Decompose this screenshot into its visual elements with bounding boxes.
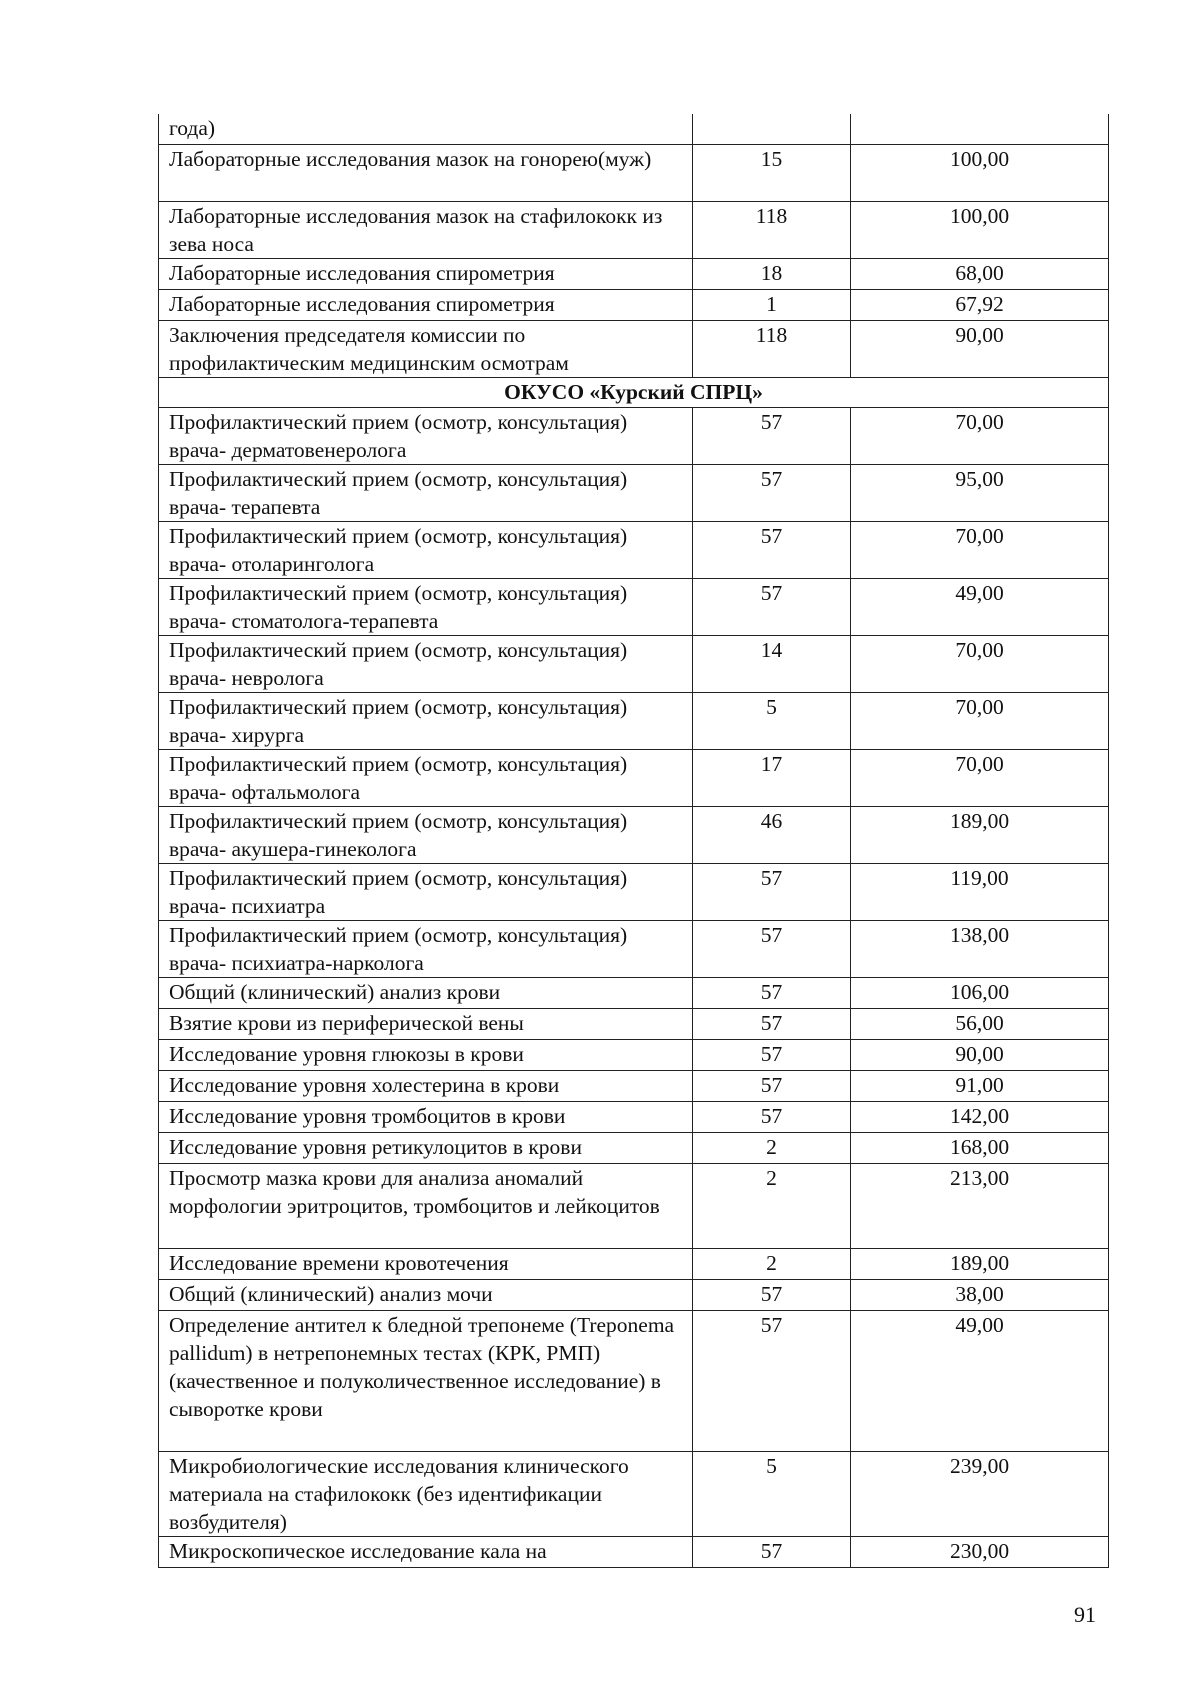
price-cell: 168,00 — [851, 1132, 1109, 1163]
quantity-cell: 14 — [693, 635, 851, 692]
service-name-cell: Лабораторные исследования мазок на стафилококк из зева носа — [159, 201, 693, 258]
price-cell: 95,00 — [851, 464, 1109, 521]
table-row — [159, 258, 1109, 289]
table-row — [159, 1451, 1109, 1536]
table-row — [159, 1132, 1109, 1163]
table-row — [159, 1536, 1109, 1567]
price-cell: 70,00 — [851, 749, 1109, 806]
service-name-cell: Профилактический прием (осмотр, консультация) врача- психиатра — [159, 863, 693, 920]
table-row — [159, 320, 1109, 377]
service-name-cell: Профилактический прием (осмотр, консультация) врача- невролога — [159, 635, 693, 692]
quantity-cell: 57 — [693, 1279, 851, 1310]
service-name-cell: Просмотр мазка крови для анализа аномалий морфологии эритроцитов, тромбоцитов и лейкоцитов — [159, 1163, 693, 1248]
quantity-cell: 57 — [693, 1536, 851, 1567]
price-cell: 70,00 — [851, 692, 1109, 749]
price-cell: 189,00 — [851, 1248, 1109, 1279]
service-name-cell: Взятие крови из периферической вены — [159, 1008, 693, 1039]
services-table-body — [159, 114, 1109, 1567]
price-cell: 49,00 — [851, 578, 1109, 635]
price-cell: 70,00 — [851, 635, 1109, 692]
service-name-cell: Исследование уровня ретикулоцитов в крови — [159, 1132, 693, 1163]
table-row — [159, 692, 1109, 749]
price-cell: 91,00 — [851, 1070, 1109, 1101]
quantity-cell: 118 — [693, 201, 851, 258]
table-row — [159, 1008, 1109, 1039]
service-name-cell: Профилактический прием (осмотр, консультация) врача- психиатра-нарколога — [159, 920, 693, 977]
table-row — [159, 201, 1109, 258]
price-cell: 189,00 — [851, 806, 1109, 863]
quantity-cell: 57 — [693, 863, 851, 920]
quantity-cell: 46 — [693, 806, 851, 863]
service-name-cell: Микроскопическое исследование кала на — [159, 1536, 693, 1567]
quantity-cell: 118 — [693, 320, 851, 377]
section-header-row — [159, 377, 1109, 407]
quantity-cell: 15 — [693, 144, 851, 201]
quantity-cell: 5 — [693, 1451, 851, 1536]
services-table — [158, 114, 1109, 1568]
table-row — [159, 407, 1109, 464]
quantity-cell: 57 — [693, 977, 851, 1008]
price-cell: 68,00 — [851, 258, 1109, 289]
price-cell: 38,00 — [851, 1279, 1109, 1310]
price-cell: 213,00 — [851, 1163, 1109, 1248]
service-name-cell: Профилактический прием (осмотр, консультация) врача- акушера-гинеколога — [159, 806, 693, 863]
price-cell: 49,00 — [851, 1310, 1109, 1451]
price-cell: 106,00 — [851, 977, 1109, 1008]
service-name-cell: Профилактический прием (осмотр, консультация) врача- отоларинголога — [159, 521, 693, 578]
quantity-cell: 18 — [693, 258, 851, 289]
price-cell: 70,00 — [851, 521, 1109, 578]
price-cell: 56,00 — [851, 1008, 1109, 1039]
table-row — [159, 521, 1109, 578]
service-name-cell: Лабораторные исследования спирометрия — [159, 289, 693, 320]
quantity-cell: 57 — [693, 521, 851, 578]
price-cell: 67,92 — [851, 289, 1109, 320]
service-name-cell: Исследование времени кровотечения — [159, 1248, 693, 1279]
service-name-cell: года) — [159, 114, 693, 144]
price-cell: 70,00 — [851, 407, 1109, 464]
table-row — [159, 1279, 1109, 1310]
service-name-cell: Профилактический прием (осмотр, консультация) врача- терапевта — [159, 464, 693, 521]
price-cell: 90,00 — [851, 1039, 1109, 1070]
price-cell: 239,00 — [851, 1451, 1109, 1536]
quantity-cell: 1 — [693, 289, 851, 320]
service-name-cell: Микробиологические исследования клинического материала на стафилококк (без идентификации возбудителя) — [159, 1451, 693, 1536]
quantity-cell: 2 — [693, 1248, 851, 1279]
quantity-cell: 2 — [693, 1163, 851, 1248]
price-cell — [851, 114, 1109, 144]
price-cell: 138,00 — [851, 920, 1109, 977]
service-name-cell: Общий (клинический) анализ крови — [159, 977, 693, 1008]
price-cell: 100,00 — [851, 144, 1109, 201]
quantity-cell: 57 — [693, 407, 851, 464]
page-number: 91 — [1074, 1602, 1096, 1627]
price-cell: 119,00 — [851, 863, 1109, 920]
quantity-cell: 57 — [693, 464, 851, 521]
service-name-cell: Заключения председателя комиссии по профилактическим медицинским осмотрам — [159, 320, 693, 377]
table-row — [159, 1070, 1109, 1101]
table-row — [159, 289, 1109, 320]
table-row — [159, 749, 1109, 806]
quantity-cell — [693, 114, 851, 144]
quantity-cell: 57 — [693, 1039, 851, 1070]
service-name-cell: Общий (клинический) анализ мочи — [159, 1279, 693, 1310]
price-cell: 230,00 — [851, 1536, 1109, 1567]
service-name-cell: Профилактический прием (осмотр, консультация) врача- дерматовенеролога — [159, 407, 693, 464]
table-row — [159, 863, 1109, 920]
table-row — [159, 464, 1109, 521]
service-name-cell: Исследование уровня холестерина в крови — [159, 1070, 693, 1101]
service-name-cell: Лабораторные исследования спирометрия — [159, 258, 693, 289]
table-row — [159, 1039, 1109, 1070]
table-row — [159, 578, 1109, 635]
quantity-cell: 57 — [693, 578, 851, 635]
service-name-cell: Исследование уровня тромбоцитов в крови — [159, 1101, 693, 1132]
table-row — [159, 1163, 1109, 1248]
price-cell: 100,00 — [851, 201, 1109, 258]
quantity-cell: 17 — [693, 749, 851, 806]
table-row — [159, 920, 1109, 977]
quantity-cell: 57 — [693, 1101, 851, 1132]
quantity-cell: 57 — [693, 1008, 851, 1039]
table-row — [159, 144, 1109, 201]
table-row — [159, 1248, 1109, 1279]
section-title: ОКУСО «Курский СПРЦ» — [159, 377, 1109, 407]
price-cell: 142,00 — [851, 1101, 1109, 1132]
quantity-cell: 57 — [693, 1070, 851, 1101]
service-name-cell: Профилактический прием (осмотр, консультация) врача- хирурга — [159, 692, 693, 749]
table-row — [159, 1101, 1109, 1132]
table-row — [159, 1310, 1109, 1451]
service-name-cell: Профилактический прием (осмотр, консультация) врача- стоматолога-терапевта — [159, 578, 693, 635]
quantity-cell: 2 — [693, 1132, 851, 1163]
service-name-cell: Профилактический прием (осмотр, консультация) врача- офтальмолога — [159, 749, 693, 806]
quantity-cell: 5 — [693, 692, 851, 749]
service-name-cell: Исследование уровня глюкозы в крови — [159, 1039, 693, 1070]
service-name-cell: Определение антител к бледной трепонеме (Treponema pallidum) в нетрепонемных тестах (КРК, РМП) (качественное и полуколичественное исследование) в сыворотке крови — [159, 1310, 693, 1451]
quantity-cell: 57 — [693, 1310, 851, 1451]
quantity-cell: 57 — [693, 920, 851, 977]
table-row — [159, 114, 1109, 144]
table-row — [159, 977, 1109, 1008]
price-cell: 90,00 — [851, 320, 1109, 377]
table-row — [159, 635, 1109, 692]
table-row — [159, 806, 1109, 863]
service-name-cell: Лабораторные исследования мазок на гонорею(муж) — [159, 144, 693, 201]
